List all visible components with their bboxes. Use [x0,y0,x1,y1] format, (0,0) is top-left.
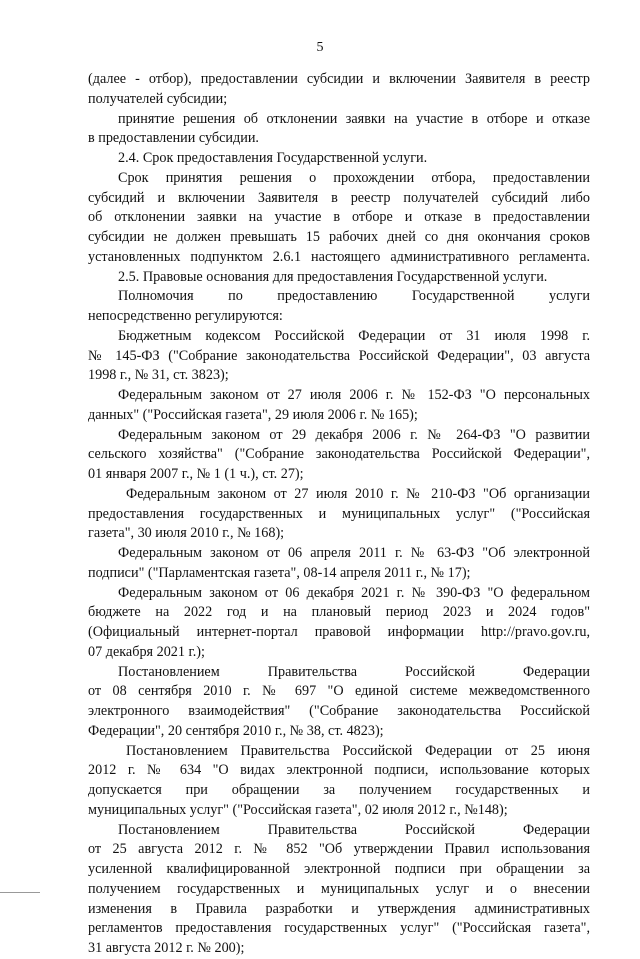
text-line: принятие решения об отклонении заявки на участие в отборе и отказе [118,110,590,127]
text-line: (далее - отбор), предоставлении субсидии и включении Заявителя в реестр [88,71,590,87]
text-line: 2012 г. № 634 "О видах электронной подписи, использование которых [88,762,590,779]
text-line: Постановлением Правительства Российской Федерации [118,663,590,680]
text-line: 1998 г., № 31, ст. 3823); [88,367,229,384]
text-line: Федеральным законом от 29 декабря 2006 г. № 264-ФЗ "О развитии [118,426,590,443]
text-line: 01 января 2007 г., № 1 (1 ч.), ст. 27); [88,466,304,482]
footer-divider [0,892,40,893]
text-line: (Официальный интернет-портал правовой информации http://pravo.gov.ru, [88,624,590,640]
text-line: установленных подпунктом 2.6.1 настоящего административного регламента. [88,248,590,265]
text-line: допускается при обращении за получением государственных и [88,782,590,798]
text-line: от 08 сентября 2010 г. № 697 "О единой системе межведомственного [88,683,590,700]
text-line: субсидий и включении Заявителя в реестр получателей субсидий либо [88,189,590,206]
text-line: бюджете на 2022 год и на плановый период 2023 и 2024 годов" [88,604,590,621]
text-line: регламентов предоставления государственных услуг" ("Российская газета", [88,920,590,937]
text-line: Постановлением Правительства Российской Федерации [118,821,590,838]
text-line: 31 августа 2012 г. № 200); [88,940,245,956]
text-line: Полномочия по предоставлению Государственной услуги [118,288,590,305]
text-line: в предоставлении субсидии. [88,130,259,147]
text-line: Срок принятия решения о прохождении отбора, предоставлении [118,169,590,186]
text-line: № 145-ФЗ ("Собрание законодательства Российской Федерации", 03 августа [88,347,590,364]
text-line: газета", 30 июля 2010 г., № 168); [88,525,285,542]
text-line: Федерации", 20 сентября 2010 г., № 38, ст. 4823); [88,722,384,739]
text-line: субсидии не должен превышать 15 рабочих дней со дня окончания сроков [88,229,590,245]
text-line: усиленной квалифицированной электронной подписи при обращении за [88,861,590,877]
text-line: муниципальных услуг" ("Российская газета", 02 июля 2012 г., №148); [88,801,508,818]
text-line: 07 декабря 2021 г.); [88,643,205,660]
text-line: Федеральным законом от 06 апреля 2011 г. № 63-ФЗ "Об электронной [118,545,590,561]
page-number: 5 [316,40,324,55]
text-line: электронного взаимодействия" ("Собрание законодательства Российской [88,703,590,719]
text-line: предоставления государственных и муниципальных услуг" ("Российская [88,505,590,522]
text-line: об отклонении заявки на участие в отборе и отказе в предоставлении [88,209,590,226]
text-line: Постановлением Правительства Российской Федерации от 25 июня [126,742,590,759]
text-line: сельского хозяйства" ("Собрание законодательства Российской Федерации", [88,446,590,463]
text-line: Федеральным законом от 27 июля 2010 г. № 210-ФЗ "Об организации [126,485,590,502]
text-line: Федеральным законом от 06 декабря 2021 г. № 390-ФЗ "О федеральном [118,584,590,601]
text-line: 2.5. Правовые основания для предоставления Государственной услуги. [118,268,548,285]
text-line: непосредственно регулируются: [88,308,283,324]
text-line: получением государственных и муниципальных услуг и о внесении [88,880,590,897]
text-line: 2.4. Срок предоставления Государственной услуги. [118,150,428,166]
text-line: изменения в Правила разработки и утверждения административных [88,900,590,917]
text-line: Федеральным законом от 27 июля 2006 г. № 152-ФЗ "О персональных [118,387,590,403]
text-line: подписи" ("Парламентская газета", 08-14 апреля 2011 г., № 17); [88,564,471,581]
text-line: Бюджетным кодексом Российской Федерации от 31 июля 1998 г. [118,327,590,344]
text-line: данных" ("Российская газета", 29 июля 2006 г. № 165); [88,406,418,423]
document-body [88,70,590,959]
text-line: получателей субсидии; [88,90,228,107]
text-line: от 25 августа 2012 г. № 852 "Об утверждении Правил использования [88,841,590,858]
